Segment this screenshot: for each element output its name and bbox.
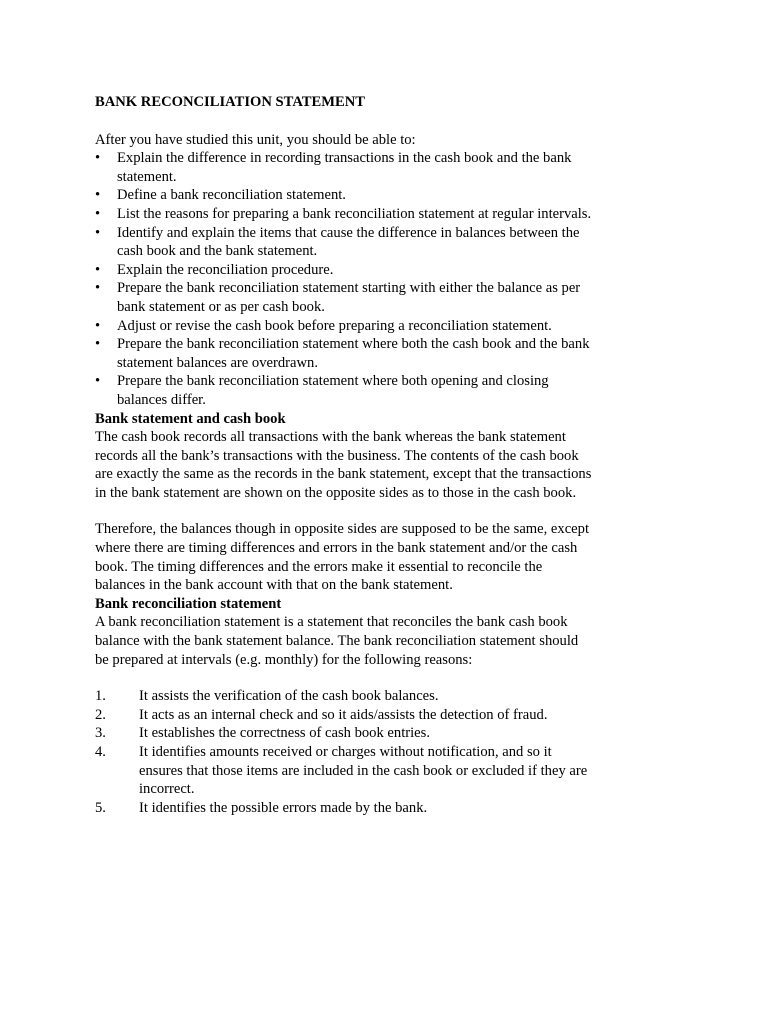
- bullet-icon: •: [95, 336, 101, 353]
- objective-item: [95, 224, 595, 261]
- section-heading: Bank statement and cash book: [95, 410, 286, 427]
- reason-text: It acts as an internal check and so it aids/assists the detection of fraud.: [139, 706, 548, 723]
- objective-text: Explain the difference in recording transactions in the cash book and the bank statement.: [117, 150, 572, 185]
- reason-item: [95, 799, 595, 818]
- bullet-icon: •: [95, 224, 101, 241]
- reason-number: 5.: [95, 799, 106, 816]
- reason-number: 1.: [95, 688, 106, 705]
- intro-text: After you have studied this unit, you should be able to:: [95, 131, 416, 148]
- reason-item: [95, 743, 595, 799]
- objective-item: [95, 317, 595, 336]
- bullet-icon: •: [95, 261, 101, 278]
- objective-item: [95, 186, 595, 205]
- objective-text: Identify and explain the items that cause the difference in balances between the cash book and the bank statement.: [117, 224, 580, 260]
- section-bank-reconciliation-statement: [95, 595, 595, 818]
- section-bank-statement-and-cash-book: [95, 410, 595, 595]
- reason-number: 4.: [95, 744, 106, 760]
- objective-text: Prepare the bank reconciliation statement where both opening and closing balances differ.: [117, 373, 549, 408]
- bullet-icon: •: [95, 373, 101, 390]
- section-heading: Bank reconciliation statement: [95, 595, 282, 612]
- reasons-list: [95, 687, 595, 817]
- bullet-icon: •: [95, 280, 101, 297]
- section-paragraph: The cash book records all transactions with the bank whereas the bank statement records all the bank’s transactions with the business. The contents of the cash book are exactly the same as the records in the bank statement, except that the transactions in the bank statement are shown on the opposite sides as to those in the cash book.: [95, 429, 592, 501]
- bullet-icon: •: [95, 317, 101, 334]
- objective-item: [95, 261, 595, 280]
- reason-item: [95, 706, 595, 725]
- objective-item: [95, 205, 595, 224]
- objective-item: [95, 335, 595, 372]
- objective-text: Explain the reconciliation procedure.: [117, 261, 334, 278]
- objective-item: [95, 149, 595, 186]
- reason-number: 3.: [95, 725, 106, 742]
- reason-text: It identifies amounts received or charges without notification, and so it ensures that those items are included in the cash book or excluded if they are incorrect.: [139, 744, 588, 798]
- document-page: [95, 93, 595, 817]
- reason-number: 2.: [95, 706, 106, 723]
- reason-text: It assists the verification of the cash book balances.: [139, 688, 439, 705]
- bullet-icon: •: [95, 150, 101, 167]
- objective-text: Define a bank reconciliation statement.: [117, 187, 346, 204]
- reason-item: [95, 724, 595, 743]
- section-paragraph: A bank reconciliation statement is a statement that reconciles the bank cash book balance with the bank statement balance. The bank reconciliation statement should be prepared at intervals (e.g. monthly) for the following reasons:: [95, 614, 579, 668]
- objective-text: List the reasons for preparing a bank reconciliation statement at regular intervals.: [117, 205, 592, 222]
- bullet-icon: •: [95, 187, 101, 204]
- document-title: BANK RECONCILIATION STATEMENT: [95, 94, 366, 110]
- objective-text: Prepare the bank reconciliation statement where both the cash book and the bank statement balances are overdrawn.: [117, 336, 590, 371]
- objective-text: Adjust or revise the cash book before preparing a reconciliation statement.: [117, 317, 552, 334]
- reason-item: [95, 687, 595, 706]
- objective-item: [95, 372, 595, 409]
- section-paragraph: Therefore, the balances though in opposite sides are supposed to be the same, except where there are timing differences and errors in the bank statement and/or the cash book. The timing differences and the errors make it essential to reconcile the balances in the bank account with that on the bank statement.: [95, 521, 589, 594]
- objective-item: [95, 279, 595, 316]
- learning-objectives-list: [95, 149, 595, 409]
- bullet-icon: •: [95, 205, 101, 222]
- reason-text: It establishes the correctness of cash book entries.: [139, 725, 430, 742]
- objective-text: Prepare the bank reconciliation statement starting with either the balance as per bank statement or as per cash book.: [117, 280, 581, 315]
- reason-text: It identifies the possible errors made by the bank.: [139, 799, 428, 816]
